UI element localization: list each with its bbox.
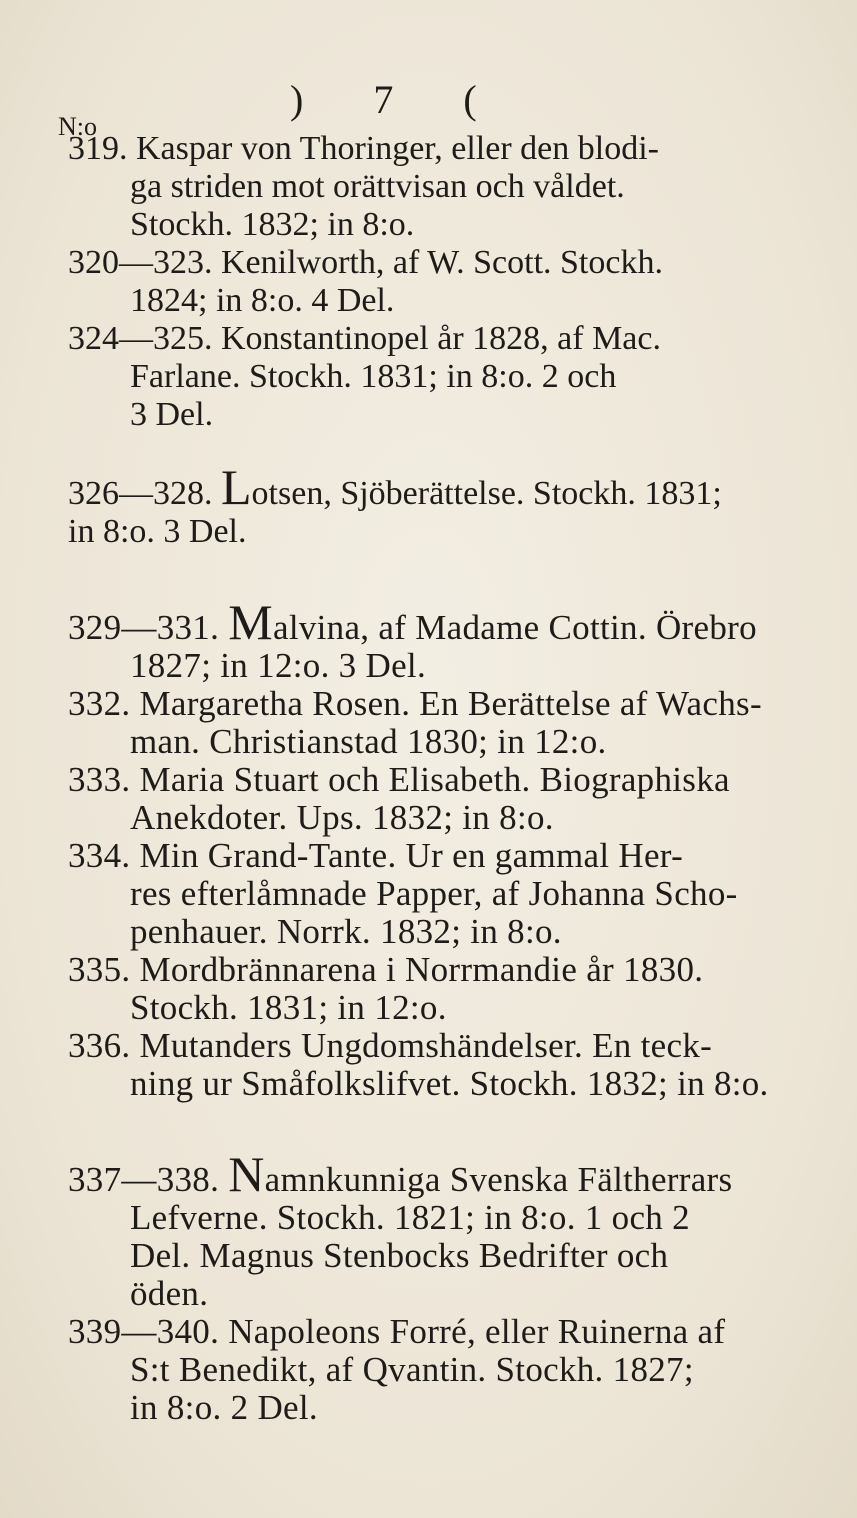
entry-line: Lefverne. Stockh. 1821; in 8:o. 1 och 2: [130, 1198, 690, 1237]
catalogue-entries: [68, 130, 769, 1427]
entry-line: in 8:o. 3 Del.: [68, 513, 247, 550]
entry-title: alvina, af Madame Cottin. Örebro: [272, 608, 757, 647]
entry-line: Stockh. 1831; in 12:o.: [130, 988, 447, 1027]
section-initial: N: [228, 1146, 265, 1202]
catalogue-entry: [68, 684, 762, 761]
entry-line: 335. Mordbrännarena i Norrmandie år 1830.: [68, 950, 704, 989]
entry-line: Del. Magnus Stenbocks Bedrifter och: [130, 1236, 669, 1275]
entry-number: 326—328.: [68, 475, 213, 512]
entry-line: 320—323. Kenilworth, af W. Scott. Stockh.: [68, 244, 663, 281]
letter-section-n: [68, 1146, 733, 1427]
catalogue-entry: [68, 459, 728, 551]
entry-line: man. Christianstad 1830; in 12:o.: [130, 722, 607, 761]
catalogue-entry: [68, 951, 728, 1027]
catalogue-entry: [68, 244, 728, 320]
catalogue-entry: [68, 761, 728, 837]
catalogue-entry: [68, 320, 728, 434]
section-initial: M: [228, 594, 273, 650]
catalogue-entry: [68, 836, 738, 951]
entry-line: in 8:o. 2 Del.: [130, 1388, 318, 1427]
page-number: ) 7 (: [290, 77, 507, 122]
section-initial: L: [221, 459, 252, 515]
entry-line: 1824; in 8:o. 4 Del.: [130, 282, 395, 319]
entry-line: 324—325. Konstantinopel år 1828, af Mac.: [68, 320, 661, 357]
number-column-label: N:o: [58, 112, 97, 141]
entry-title: otsen, Sjöberättelse. Stockh. 1831;: [251, 475, 722, 512]
letter-section-m: [68, 594, 769, 1103]
entry-number: 329—331.: [68, 608, 220, 647]
entry-line: Stockh. 1832; in 8:o.: [130, 206, 415, 243]
entry-line: 333. Maria Stuart och Elisabeth. Biographiska: [68, 760, 730, 799]
entry-line: ning ur Småfolkslifvet. Stockh. 1832; in 8:o.: [130, 1064, 769, 1103]
entry-line: 339—340. Napoleons Forré, eller Ruinerna af: [68, 1312, 726, 1351]
catalogue-entry: [68, 594, 757, 685]
entry-line: penhauer. Norrk. 1832; in 8:o.: [130, 912, 562, 951]
catalogue-entry: [68, 130, 728, 244]
entry-line: ga striden mot orättvisan och våldet.: [130, 168, 625, 205]
catalogue-entry: [68, 1146, 733, 1313]
entry-line: 1827; in 12:o. 3 Del.: [130, 646, 427, 685]
entry-number: 337—338.: [68, 1160, 220, 1199]
entry-line: 336. Mutanders Ungdomshändelser. En teck-: [68, 1026, 713, 1065]
catalogue-entry: [68, 1313, 728, 1427]
entry-line: 332. Margaretha Rosen. En Berättelse af Wachs-: [68, 684, 762, 723]
entry-line: S:t Benedikt, af Qvantin. Stockh. 1827;: [130, 1350, 694, 1389]
entry-title: amnkunniga Svenska Fältherrars: [264, 1160, 733, 1199]
entry-line: Anekdoter. Ups. 1832; in 8:o.: [130, 798, 554, 837]
entry-line: 319. Kaspar von Thoringer, eller den blodi-: [68, 130, 659, 167]
entry-line: Farlane. Stockh. 1831; in 8:o. 2 och: [130, 358, 617, 395]
entry-line: öden.: [130, 1274, 209, 1313]
entry-line: res efterlåmnade Papper, af Johanna Scho-: [130, 874, 738, 913]
catalogue-entry: [68, 1026, 769, 1103]
page-header: [0, 72, 857, 141]
entry-line: 3 Del.: [130, 396, 214, 433]
entry-line: 334. Min Grand-Tante. Ur en gammal Her-: [68, 836, 684, 875]
